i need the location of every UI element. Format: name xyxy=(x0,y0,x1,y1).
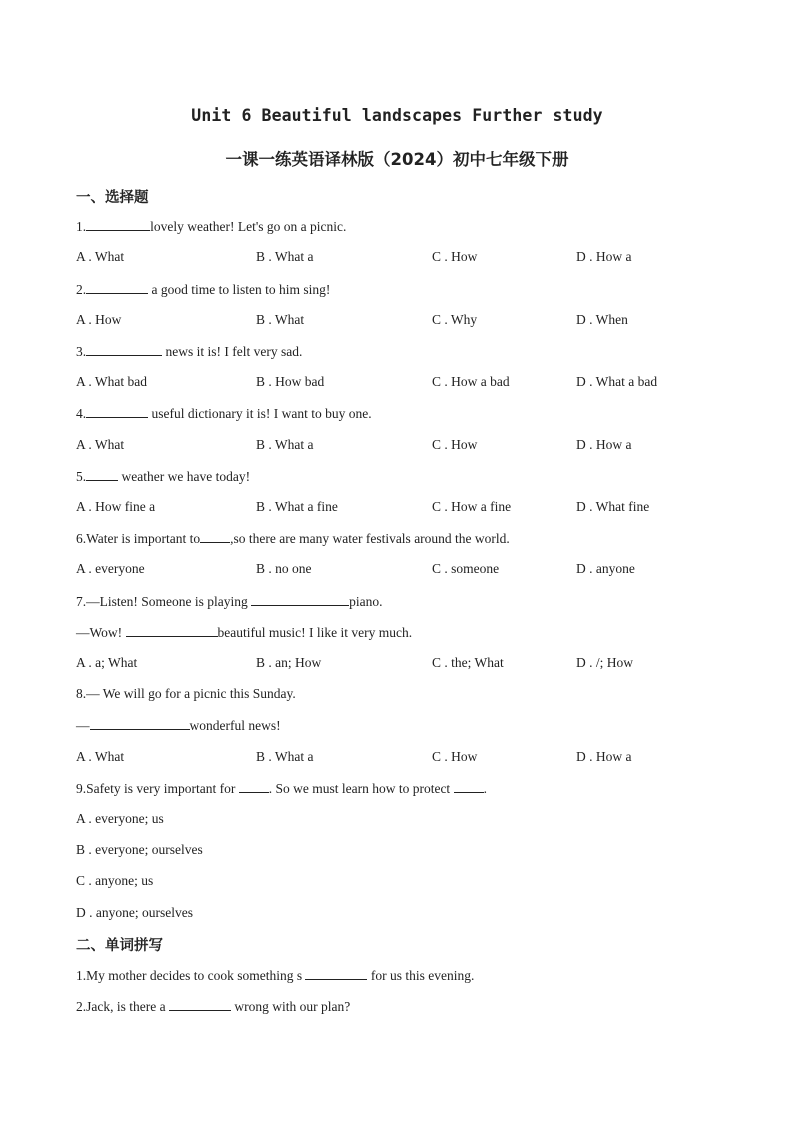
question-4-options xyxy=(76,437,756,455)
question-7-options xyxy=(76,655,756,673)
answer-blank[interactable] xyxy=(200,530,230,543)
question-number: 9. xyxy=(76,781,87,796)
question-text: useful dictionary it is! I want to buy one. xyxy=(148,406,372,421)
question-text: lovely weather! Let's go on a picnic. xyxy=(150,219,347,234)
question-6 xyxy=(76,530,510,547)
question-number: 6. xyxy=(76,531,87,546)
question-7 xyxy=(76,593,382,610)
answer-blank[interactable] xyxy=(305,967,367,980)
question-text: Safety is very important for xyxy=(86,781,239,796)
section-heading-multiple-choice: 一、选择题 xyxy=(76,190,149,206)
question-number: 7. xyxy=(76,594,87,609)
question-1 xyxy=(76,218,346,235)
option-d[interactable]: D . What fine xyxy=(576,499,650,514)
option-a[interactable]: A . everyone xyxy=(76,561,145,576)
question-9-option-d[interactable]: D . anyone; ourselves xyxy=(76,905,193,920)
spelling-question-1 xyxy=(76,967,474,984)
question-text: . So we must learn how to protect xyxy=(268,781,454,796)
document-title: Unit 6 Beautiful landscapes Further study xyxy=(191,106,603,125)
question-8-line-2 xyxy=(76,717,281,734)
question-3-options xyxy=(76,374,756,392)
question-text: — xyxy=(76,718,90,733)
answer-blank[interactable] xyxy=(239,780,269,793)
question-text: news it is! I felt very sad. xyxy=(162,344,303,359)
option-b[interactable]: B . How bad xyxy=(256,374,325,389)
option-b[interactable]: B . What a xyxy=(256,749,314,764)
document-subtitle: 一课一练英语译林版（2024）初中七年级下册 xyxy=(225,150,569,169)
option-b[interactable]: B . What xyxy=(256,312,305,327)
option-c[interactable]: C . How a bad xyxy=(432,374,510,389)
question-number: 5. xyxy=(76,469,87,484)
question-number: 1. xyxy=(76,968,87,983)
question-8 xyxy=(76,686,296,702)
option-b[interactable]: B . no one xyxy=(256,561,312,576)
option-d[interactable]: D . When xyxy=(576,312,628,327)
option-c[interactable]: C . Why xyxy=(432,312,478,327)
question-6-options xyxy=(76,561,756,579)
question-text: —Wow! xyxy=(76,625,126,640)
answer-blank[interactable] xyxy=(86,281,148,294)
answer-blank[interactable] xyxy=(86,468,118,481)
option-c[interactable]: C . How xyxy=(432,437,478,452)
option-d[interactable]: D . anyone xyxy=(576,561,635,576)
option-b[interactable]: B . What a xyxy=(256,249,314,264)
option-a[interactable]: A . What xyxy=(76,749,125,764)
option-a[interactable]: A . What xyxy=(76,437,125,452)
question-number: 3. xyxy=(76,344,87,359)
spelling-question-2 xyxy=(76,998,350,1015)
question-number: 2. xyxy=(76,999,87,1014)
option-c[interactable]: C . someone xyxy=(432,561,500,576)
option-c[interactable]: C . How xyxy=(432,749,478,764)
option-d[interactable]: D . How a xyxy=(576,749,632,764)
question-number: 8. xyxy=(76,686,87,701)
question-number: 4. xyxy=(76,406,87,421)
option-c[interactable]: C . the; What xyxy=(432,655,504,670)
question-text: — We will go for a picnic this Sunday. xyxy=(86,686,296,701)
question-text: a good time to listen to him sing! xyxy=(148,282,331,297)
question-number: 1. xyxy=(76,219,87,234)
question-text: ,so there are many water festivals around the world. xyxy=(230,531,510,546)
question-5 xyxy=(76,468,250,485)
option-a[interactable]: A . What bad xyxy=(76,374,147,389)
question-text: My mother decides to cook something s xyxy=(86,968,306,983)
question-text: wrong with our plan? xyxy=(230,999,351,1014)
option-d[interactable]: D . What a bad xyxy=(576,374,658,389)
question-text: wonderful news! xyxy=(189,718,281,733)
question-9-option-a[interactable]: A . everyone; us xyxy=(76,811,164,826)
question-9-option-c[interactable]: C . anyone; us xyxy=(76,873,154,888)
answer-blank[interactable] xyxy=(90,717,190,730)
answer-blank[interactable] xyxy=(126,624,218,637)
answer-blank[interactable] xyxy=(251,593,349,606)
question-text: Jack, is there a xyxy=(86,999,169,1014)
question-text: weather we have today! xyxy=(118,469,251,484)
option-b[interactable]: B . What a fine xyxy=(256,499,338,514)
answer-blank[interactable] xyxy=(169,998,231,1011)
option-a[interactable]: A . How fine a xyxy=(76,499,156,514)
option-b[interactable]: B . an; How xyxy=(256,655,322,670)
question-7-line-2 xyxy=(76,624,412,641)
question-2-options xyxy=(76,312,756,330)
answer-blank[interactable] xyxy=(86,343,162,356)
option-c[interactable]: C . How xyxy=(432,249,478,264)
option-a[interactable]: A . What xyxy=(76,249,125,264)
question-text: Water is important to xyxy=(86,531,201,546)
option-d[interactable]: D . How a xyxy=(576,437,632,452)
question-5-options xyxy=(76,499,756,517)
question-text: —Listen! Someone is playing xyxy=(86,594,252,609)
question-text: beautiful music! I like it very much. xyxy=(217,625,413,640)
question-text: piano. xyxy=(349,594,383,609)
section-heading-spelling: 二、单词拼写 xyxy=(76,938,163,954)
question-number: 2. xyxy=(76,282,87,297)
answer-blank[interactable] xyxy=(86,405,148,418)
option-c[interactable]: C . How a fine xyxy=(432,499,512,514)
question-9-option-b[interactable]: B . everyone; ourselves xyxy=(76,842,203,857)
question-9 xyxy=(76,780,487,797)
question-3 xyxy=(76,343,302,360)
question-2 xyxy=(76,281,330,298)
option-a[interactable]: A . How xyxy=(76,312,122,327)
answer-blank[interactable] xyxy=(454,780,484,793)
question-text: for us this evening. xyxy=(367,968,475,983)
option-d[interactable]: D . /; How xyxy=(576,655,633,670)
option-d[interactable]: D . How a xyxy=(576,249,632,264)
question-8-options xyxy=(76,749,756,767)
question-text: . xyxy=(483,781,487,796)
answer-blank[interactable] xyxy=(86,218,150,231)
option-a[interactable]: A . a; What xyxy=(76,655,138,670)
question-4 xyxy=(76,405,372,422)
question-1-options xyxy=(76,249,756,267)
option-b[interactable]: B . What a xyxy=(256,437,314,452)
